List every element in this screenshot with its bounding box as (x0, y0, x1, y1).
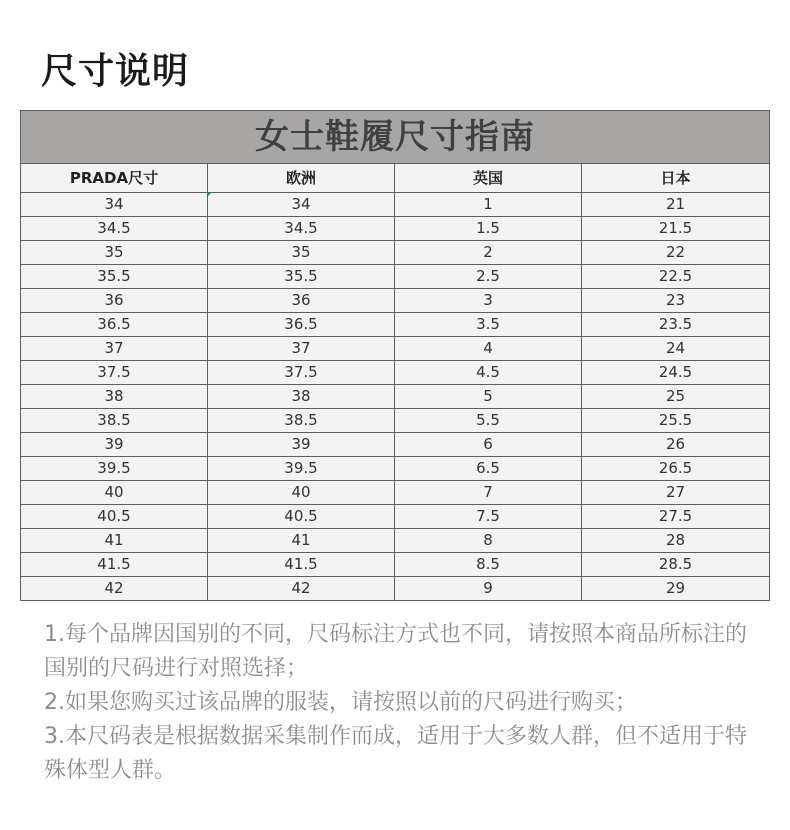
table-cell: 41.5 (21, 553, 208, 577)
table-cell: 40 (208, 481, 395, 505)
table-row (21, 529, 770, 553)
page-title: 尺寸说明 (41, 51, 190, 92)
table-cell: 39.5 (208, 457, 395, 481)
table-row (21, 265, 770, 289)
table-cell: 24.5 (582, 361, 770, 385)
column-header-uk: 英国 (395, 164, 582, 193)
table-row (21, 577, 770, 601)
table-title: 女士鞋履尺寸指南 (21, 111, 770, 164)
table-row (21, 193, 770, 217)
table-cell: 7 (395, 481, 582, 505)
table-cell: 1.5 (395, 217, 582, 241)
note-item: 2.如果您购买过该品牌的服装，请按照以前的尺码进行购买； (44, 690, 637, 715)
table-cell: 1 (395, 193, 582, 217)
table-cell: 40 (21, 481, 208, 505)
table-row (21, 553, 770, 577)
table-cell: 34 (208, 193, 395, 217)
table-row (21, 409, 770, 433)
table-cell: 42 (208, 577, 395, 601)
table-cell: 42 (21, 577, 208, 601)
table-cell: 6.5 (395, 457, 582, 481)
table-row (21, 433, 770, 457)
table-cell: 2 (395, 241, 582, 265)
table-row (21, 361, 770, 385)
table-cell: 21 (582, 193, 770, 217)
table-title-row (21, 111, 770, 164)
note-item: 1.每个品牌因国别的不同，尺码标注方式也不同，请按照本商品所标注的国别的尺码进行对照选择； (44, 622, 747, 681)
table-cell: 35.5 (208, 265, 395, 289)
table-cell: 39 (21, 433, 208, 457)
size-guide-table (20, 110, 770, 601)
table-cell: 28 (582, 529, 770, 553)
table-cell: 26.5 (582, 457, 770, 481)
size-notes (44, 618, 756, 788)
table-cell: 6 (395, 433, 582, 457)
table-cell: 25 (582, 385, 770, 409)
table-cell: 36.5 (208, 313, 395, 337)
table-cell: 37.5 (208, 361, 395, 385)
table-cell: 36.5 (21, 313, 208, 337)
table-cell: 37.5 (21, 361, 208, 385)
table-cell: 5.5 (395, 409, 582, 433)
table-cell: 38 (21, 385, 208, 409)
table-cell: 34.5 (208, 217, 395, 241)
table-row (21, 313, 770, 337)
table-cell: 41 (21, 529, 208, 553)
table-cell: 24 (582, 337, 770, 361)
table-cell: 36 (208, 289, 395, 313)
table-row (21, 385, 770, 409)
table-cell: 37 (208, 337, 395, 361)
table-cell: 29 (582, 577, 770, 601)
table-cell: 3 (395, 289, 582, 313)
table-cell: 41 (208, 529, 395, 553)
cell-comment-marker (207, 192, 212, 197)
table-cell: 23.5 (582, 313, 770, 337)
table-row (21, 505, 770, 529)
table-cell: 39 (208, 433, 395, 457)
column-header-japan: 日本 (582, 164, 770, 193)
table-row (21, 481, 770, 505)
table-cell: 8 (395, 529, 582, 553)
table-body (21, 193, 770, 601)
table-cell: 23 (582, 289, 770, 313)
table-cell: 2.5 (395, 265, 582, 289)
table-cell: 7.5 (395, 505, 582, 529)
table-cell: 35 (21, 241, 208, 265)
table-cell: 4.5 (395, 361, 582, 385)
table-row (21, 241, 770, 265)
table-cell: 8.5 (395, 553, 582, 577)
table-cell: 21.5 (582, 217, 770, 241)
table-cell: 5 (395, 385, 582, 409)
table-cell: 22 (582, 241, 770, 265)
column-header-europe: 欧洲 (208, 164, 395, 193)
table-cell: 36 (21, 289, 208, 313)
table-cell: 35.5 (21, 265, 208, 289)
note-item: 3.本尺码表是根据数据采集制作而成，适用于大多数人群，但不适用于特殊体型人群。 (44, 724, 747, 783)
table-row (21, 217, 770, 241)
table-row (21, 289, 770, 313)
table-cell: 25.5 (582, 409, 770, 433)
table-cell: 26 (582, 433, 770, 457)
table-header-row (21, 164, 770, 193)
table-cell: 27.5 (582, 505, 770, 529)
table-cell: 38 (208, 385, 395, 409)
table-cell: 22.5 (582, 265, 770, 289)
table-row (21, 457, 770, 481)
table-cell: 34 (21, 193, 208, 217)
table-cell: 40.5 (21, 505, 208, 529)
table-cell: 38.5 (21, 409, 208, 433)
table-cell: 37 (21, 337, 208, 361)
table-cell: 28.5 (582, 553, 770, 577)
table-row (21, 337, 770, 361)
table-cell: 3.5 (395, 313, 582, 337)
table-cell: 27 (582, 481, 770, 505)
table-cell: 9 (395, 577, 582, 601)
table-cell: 4 (395, 337, 582, 361)
table-cell: 38.5 (208, 409, 395, 433)
table-cell: 39.5 (21, 457, 208, 481)
table-cell: 35 (208, 241, 395, 265)
column-header-prada: PRADA尺寸 (21, 164, 208, 193)
table-cell: 41.5 (208, 553, 395, 577)
table-cell: 40.5 (208, 505, 395, 529)
table-cell: 34.5 (21, 217, 208, 241)
